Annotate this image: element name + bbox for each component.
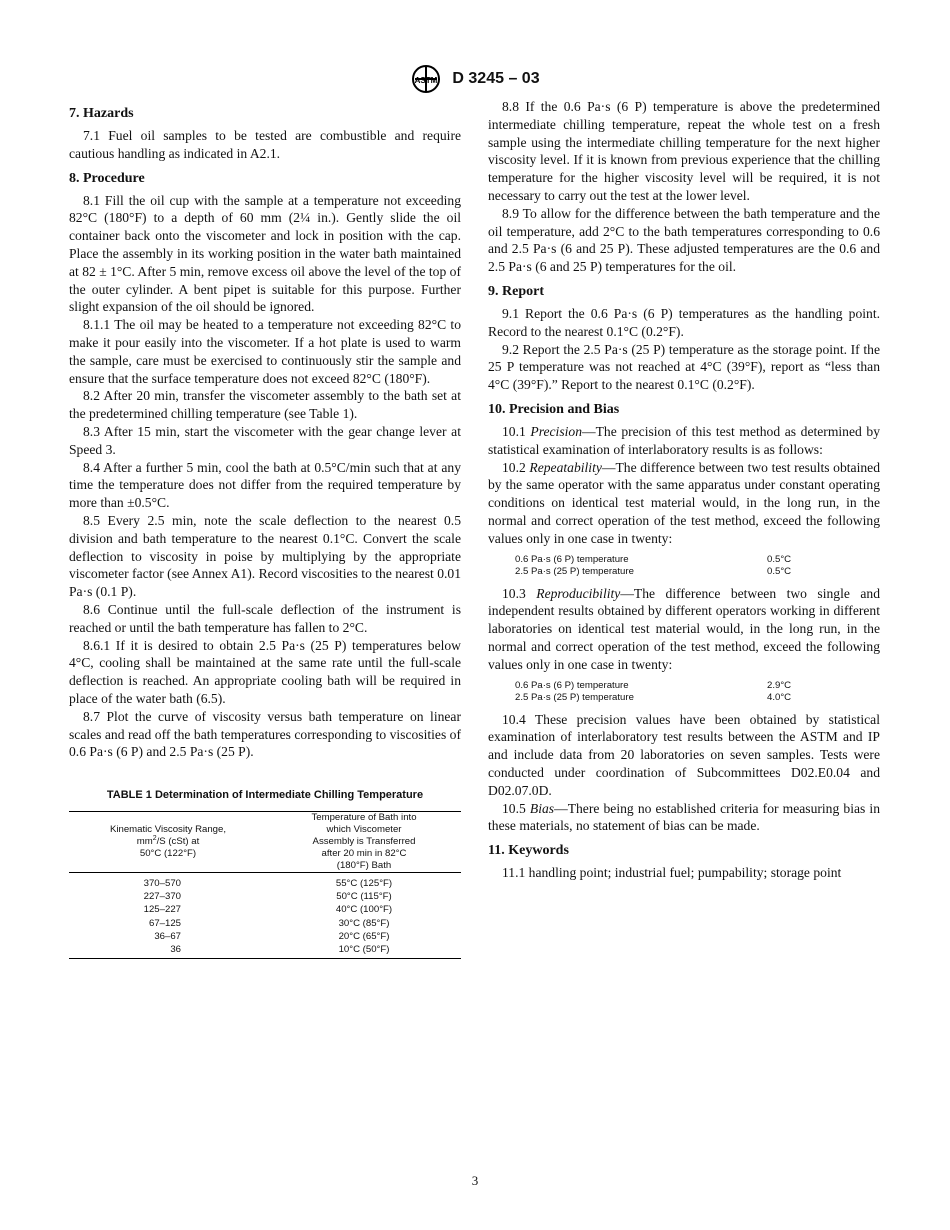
page-number: 3 bbox=[471, 1173, 479, 1188]
paragraph-8-7: 8.7 Plot the curve of viscosity versus bath temperature on linear scales and read off the bath temperatures corresponding to viscosities of 0.6 Pa·s (6 P) and 2.5 Pa·s (25 P). bbox=[69, 708, 461, 760]
paragraph-10-1: 10.1 Precision—The precision of this test method as determined by statistical examination of interlaboratory results is as follows: bbox=[488, 423, 880, 457]
col1-header-line1: Kinematic Viscosity Range, bbox=[109, 823, 227, 835]
paragraph-8-5: 8.5 Every 2.5 min, note the scale deflection to the nearest 0.5 division and bath temperature to the nearest 0.1°C. Convert the scale deflection to viscosity in poise by multiplying by the appropriate viscometer factor (see Annex A1). Record viscosities to the nearest 0.01 Pa·s (0.1 P). bbox=[69, 512, 461, 600]
section-8-heading: 8. Procedure bbox=[69, 170, 145, 186]
astm-logo-text: ASTM bbox=[415, 76, 438, 85]
paragraph-10-5: 10.5 Bias—There being no established criteria for measuring bias in these materials, no statement of bias can be made. bbox=[488, 800, 880, 834]
paragraph-9-2: 9.2 Report the 2.5 Pa·s (25 P) temperature as the storage point. If the 25 P temperature was not reached at 4°C (39°F), report as “less than 4°C (39°F).” Report to the nearest 0.1°C (0.2°F). bbox=[488, 341, 880, 393]
list-item: 0.6 Pa·s (6 P) temperature 0.5°C bbox=[515, 553, 792, 565]
paragraph-8-3: 8.3 After 15 min, start the viscometer with the gear change lever at Speed 3. bbox=[69, 423, 461, 457]
paragraph-9-1: 9.1 Report the 0.6 Pa·s (6 P) temperatures as the handling point. Record to the nearest 0.1°C (0.2°F). bbox=[488, 305, 880, 339]
table-1-col2-header: Temperature of Bath into which Viscometer Assembly is Transferred after 20 min in 82°C (180°F) Bath bbox=[311, 811, 417, 871]
table-row: 227–370 50°C (115°F) bbox=[143, 891, 392, 903]
paragraph-8-4: 8.4 After a further 5 min, cool the bath at 0.5°C/min such that at any time the temperature does not differ from the required temperature by more than ±0.5°C. bbox=[69, 459, 461, 511]
col1-header-unit: $mm^2/S$ (cSt) at bbox=[136, 834, 200, 847]
paragraph-7-1: 7.1 Fuel oil samples to be tested are combustible and require cautious handling as indicated in A2.1. bbox=[69, 128, 461, 161]
table-1-col1-header bbox=[69, 811, 267, 872]
table-row: 370–570 55°C (125°F) bbox=[143, 877, 393, 889]
paragraph-11-1: 11.1 handling point; industrial fuel; pumpability; storage point bbox=[502, 865, 842, 881]
paragraph-8-1-1: 8.1.1 The oil may be heated to a temperature not exceeding 82°C to make it pour easily into the viscometer. If a hot plate is used to warm the sample, care must be exercised to continuously stir the sample and ensure that the surface temperature does not exceed 82°C (180°F). bbox=[69, 317, 461, 386]
list-item: 2.5 Pa·s (25 P) temperature 4.0°C bbox=[515, 692, 792, 704]
list-item: 2.5 Pa·s (25 P) temperature 0.5°C bbox=[515, 566, 792, 578]
section-11-heading: 11. Keywords bbox=[488, 843, 569, 859]
paragraph-10-4: 10.4 These precision values have been obtained by statistical examination of interlaboratory test results between the ASTM and IP and include data from 20 laboratories on seven samples. Tests were conducted under coordination of Subcommittees D02.E0.04 and D02.07.0D. bbox=[488, 711, 880, 798]
table-1 bbox=[69, 811, 461, 959]
list-item: 0.6 Pa·s (6 P) temperature 2.9°C bbox=[515, 679, 792, 691]
paragraph-8-6-1: 8.6.1 If it is desired to obtain 2.5 Pa·s (25 P) temperatures below 4°C, cooling shall be maintained at the same rate until the full-scale deflection is reached. An appropriate cooling bath will be required in place of the water bath (6.5). bbox=[69, 637, 461, 706]
paragraph-8-6: 8.6 Continue until the full-scale deflection of the instrument is reached or until the bath temperature has fallen to 2°C. bbox=[69, 601, 461, 635]
paragraph-8-1: 8.1 Fill the oil cup with the sample at a temperature not exceeding 82°C (180°F) to a depth of 60 mm (2¼ in.). Gently slide the oil container back onto the viscometer and lock in position with the cap. Place the assembly in its working position in the water bath maintained at 82 ± 1°C. After 5 min, remove excess oil above the level of the top of the outer cylinder. A bent pipet is suitable for this purpose. Further slight expansion of the oil should be ignored. bbox=[69, 192, 461, 315]
document-designation: D 3245 – 03 bbox=[452, 70, 540, 87]
left-column bbox=[69, 98, 461, 959]
right-column bbox=[488, 98, 880, 882]
reproducibility-values bbox=[515, 680, 880, 705]
table-row: 125–227 40°C (100°F) bbox=[143, 904, 393, 916]
astm-logo-icon bbox=[410, 64, 442, 94]
table-row: 36 10°C (50°F) bbox=[69, 943, 461, 959]
section-9-heading: 9. Report bbox=[488, 283, 544, 299]
repeatability-values bbox=[515, 554, 880, 579]
col1-header-line3: 50°C (122°F) bbox=[139, 847, 197, 859]
page-header bbox=[0, 64, 950, 94]
paragraph-10-3: 10.3 Reproducibility—The difference between two single and independent results obtained by different operators working in different laboratories on identical test material would, in the long run, in the normal and correct operation of the test method, exceed the following values only in one case in twenty: bbox=[488, 585, 880, 672]
section-7-heading: 7. Hazards bbox=[69, 106, 134, 121]
section-10-heading: 10. Precision and Bias bbox=[488, 401, 620, 417]
paragraph-8-8: 8.8 If the 0.6 Pa·s (6 P) temperature is above the predetermined intermediate chilling temperature, repeat the whole test on a fresh sample using the intermediate chilling temperature for the next higher viscosity level. If it is known from previous experience that the chilling temperature for the higher viscosity level will be required, it is not necessary to carry out the test at the lower level. bbox=[488, 99, 880, 203]
table-row: 36–67 20°C (65°F) bbox=[154, 930, 390, 942]
paragraph-8-9: 8.9 To allow for the difference between the bath temperature and the oil temperature, add 2°C to the bath temperatures corresponding to 0.6 and 2.5 Pa·s (6 and 25 P). These adjusted temperatures are the 0.6 and 2.5 Pa·s (6 and 25 P) temperatures for the oil. bbox=[488, 205, 880, 275]
paragraph-10-2: 10.2 Repeatability—The difference between two test results obtained by the same operator with the same apparatus under constant operating conditions on identical test material would, in the long run, in the normal and correct operation of the test method, exceed the following values only in one case in twenty: bbox=[488, 459, 880, 546]
paragraph-8-2: 8.2 After 20 min, transfer the viscometer assembly to the bath set at the predetermined chilling temperature (see Table 1). bbox=[69, 388, 461, 422]
table-1-caption: TABLE 1 Determination of Intermediate Chilling Temperature bbox=[106, 789, 424, 802]
table-row: 67–125 30°C (85°F) bbox=[148, 917, 390, 929]
